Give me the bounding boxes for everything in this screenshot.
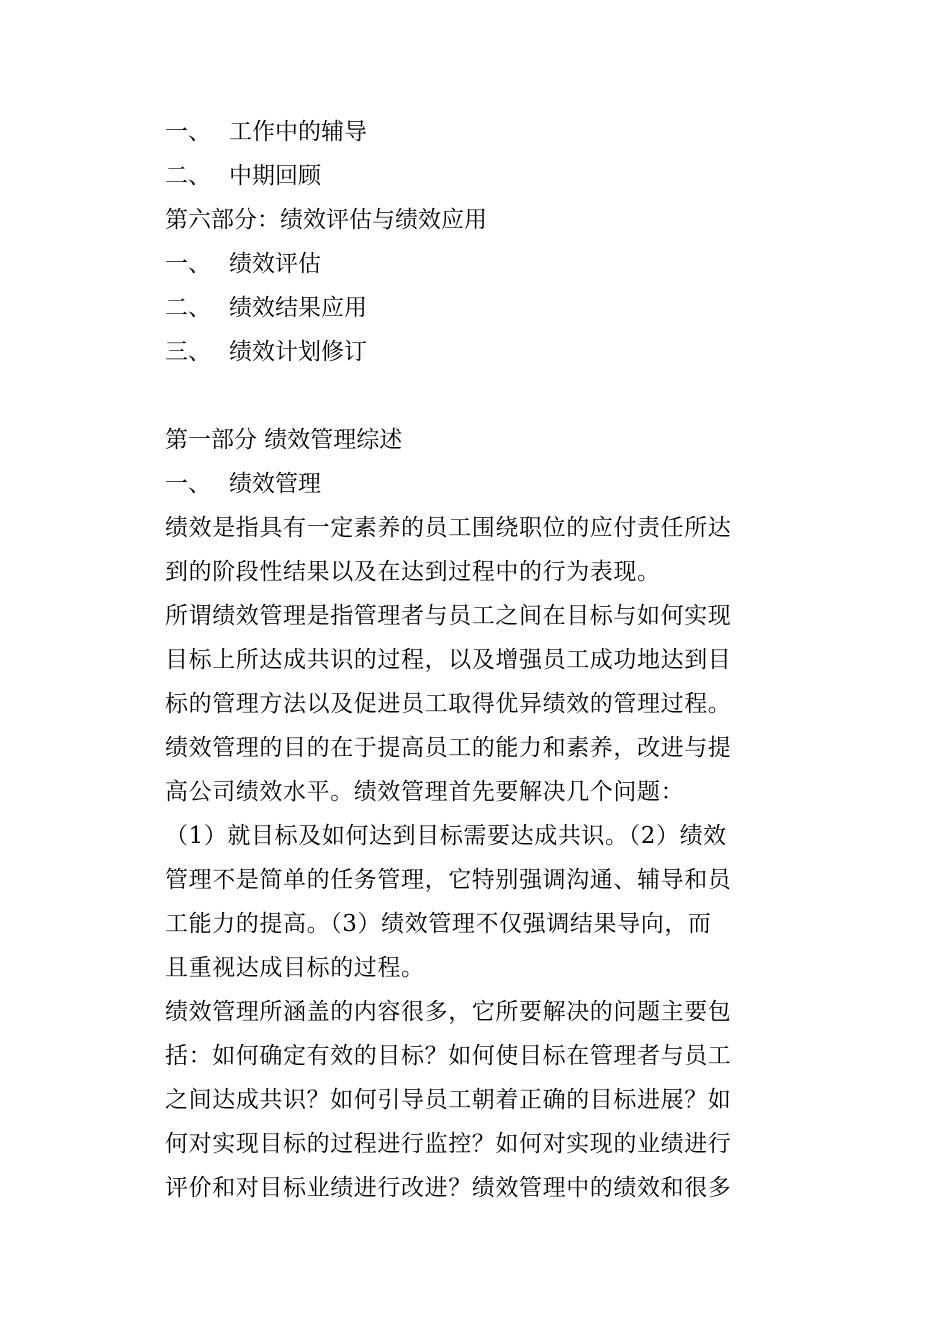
part6-item <box>165 330 780 374</box>
paragraph-line: 绩效是指具有一定素养的员工围绕职位的应付责任所达 <box>165 515 732 541</box>
paragraph-line: 高公司绩效水平。绩效管理首先要解决几个问题： <box>165 779 685 805</box>
item-text: 绩效管理 <box>229 471 321 497</box>
paragraph <box>165 506 780 594</box>
paragraph-line: 绩效管理的目的在于提高员工的能力和素养，改进与提 <box>165 735 732 761</box>
paragraph-line: 到的阶段性结果以及在达到过程中的行为表现。 <box>165 559 661 585</box>
toc-item <box>165 110 780 154</box>
paragraph-line: 目标上所达成共识的过程，以及增强员工成功地达到目 <box>165 647 732 673</box>
blank-line <box>165 374 780 418</box>
item-number: 一、 <box>165 119 211 145</box>
part6-heading: 第六部分：绩效评估与绩效应用 <box>165 207 487 233</box>
document-page <box>165 110 780 1210</box>
paragraph-line: 所谓绩效管理是指管理者与员工之间在目标与如何实现 <box>165 603 732 629</box>
paragraph-line: 工能力的提高。（3）绩效管理不仅强调结果导向，而 <box>165 911 712 937</box>
item-text: 绩效评估 <box>229 251 321 277</box>
item-number: 一、 <box>165 251 211 277</box>
section-heading <box>165 462 780 506</box>
paragraph <box>165 594 780 726</box>
paragraph-line: （1）就目标及如何达到目标需要达成共识。（2）绩效 <box>165 823 727 849</box>
paragraph-line: 括：如何确定有效的目标？如何使目标在管理者与员工 <box>165 1043 732 1069</box>
item-text: 绩效计划修订 <box>229 339 367 365</box>
item-number: 二、 <box>165 163 211 189</box>
item-text: 中期回顾 <box>229 163 321 189</box>
part6-item <box>165 286 780 330</box>
part1-heading: 第一部分 绩效管理综述 <box>165 427 403 453</box>
paragraph-line: 管理不是简单的任务管理，它特别强调沟通、辅导和员 <box>165 867 732 893</box>
item-number: 二、 <box>165 295 211 321</box>
paragraph <box>165 726 780 814</box>
item-number: 一、 <box>165 471 211 497</box>
paragraph-line: 标的管理方法以及促进员工取得优异绩效的管理过程。 <box>165 691 732 717</box>
paragraph-line: 之间达成共识？如何引导员工朝着正确的目标进展？如 <box>165 1087 732 1113</box>
paragraph-line: 绩效管理所涵盖的内容很多，它所要解决的问题主要包 <box>165 999 732 1025</box>
item-text: 工作中的辅导 <box>229 119 367 145</box>
item-number: 三、 <box>165 339 211 365</box>
paragraph-line: 评价和对目标业绩进行改进？绩效管理中的绩效和很多 <box>165 1175 732 1201</box>
toc-item <box>165 154 780 198</box>
paragraph <box>165 990 780 1210</box>
paragraph <box>165 814 780 990</box>
item-text: 绩效结果应用 <box>229 295 367 321</box>
paragraph-line: 何对实现目标的过程进行监控？如何对实现的业绩进行 <box>165 1131 732 1157</box>
paragraph-line: 且重视达成目标的过程。 <box>165 955 425 981</box>
part6-item <box>165 242 780 286</box>
